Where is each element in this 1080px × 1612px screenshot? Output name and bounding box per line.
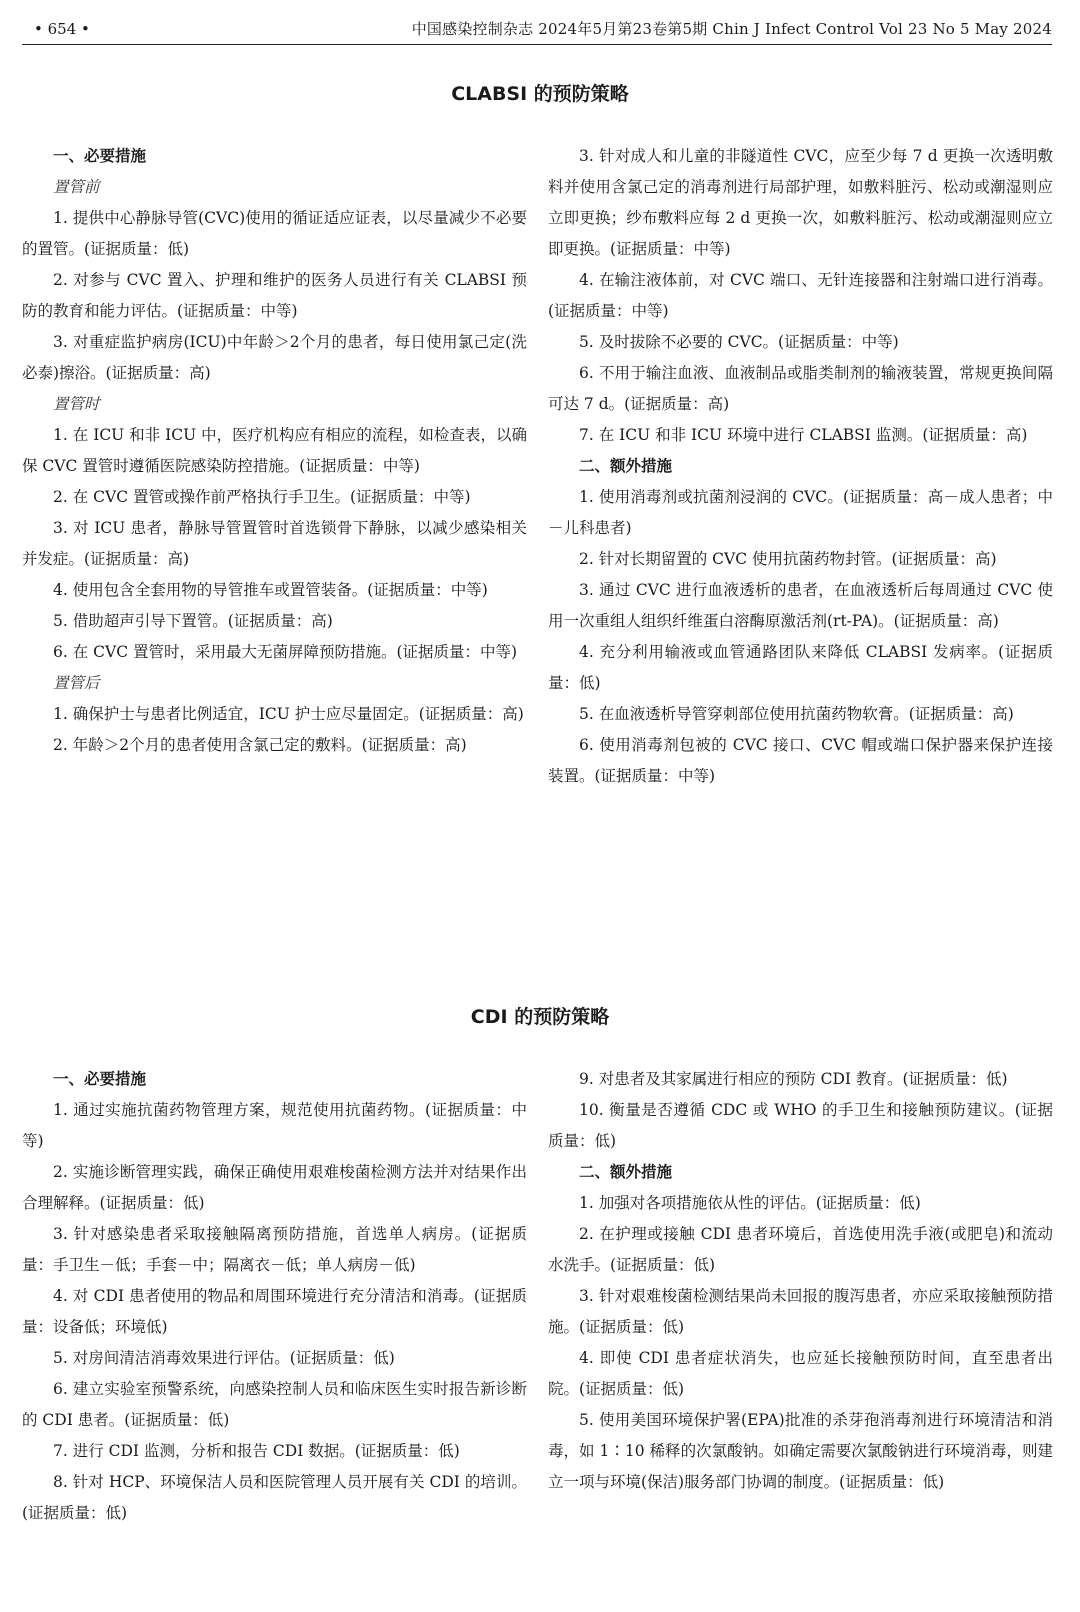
recommendation-paragraph: 2. 实施诊断管理实践，确保正确使用艰难梭菌检测方法并对结果作出合理解释。(证据质量：低)	[22, 1163, 527, 1212]
journal-citation: 中国感染控制杂志 2024年5月第23卷第5期 Chin J Infect Control Vol 23 No 5 May 2024	[411, 20, 1052, 38]
recommendation-paragraph: 1. 提供中心静脉导管(CVC)使用的循证适应证表，以尽量减少不必要的置管。(证据质量：低)	[22, 209, 527, 258]
recommendation-paragraph: 3. 对重症监护病房(ICU)中年龄＞2个月的患者，每日使用氯己定(洗必泰)擦浴。(证据质量：高)	[22, 333, 527, 382]
recommendation-paragraph: 6. 建立实验室预警系统，向感染控制人员和临床医生实时报告新诊断的 CDI 患者。(证据质量：低)	[22, 1380, 527, 1429]
recommendation-paragraph: 5. 借助超声引导下置管。(证据质量：高)	[53, 612, 333, 630]
recommendation-paragraph: 2. 在护理或接触 CDI 患者环境后，首选使用洗手液(或肥皂)和流动水洗手。(证据质量：低)	[548, 1225, 1053, 1274]
recommendation-paragraph: 7. 进行 CDI 监测，分析和报告 CDI 数据。(证据质量：低)	[53, 1442, 460, 1460]
recommendation-paragraph: 4. 对 CDI 患者使用的物品和周围环境进行充分清洁和消毒。(证据质量：设备低；环境低)	[22, 1287, 527, 1336]
recommendation-paragraph: 3. 对 ICU 患者，静脉导管置管时首选锁骨下静脉，以减少感染相关并发症。(证据质量：高)	[22, 519, 527, 568]
recommendation-paragraph: 1. 在 ICU 和非 ICU 中，医疗机构应有相应的流程，如检查表，以确保 CVC 置管时遵循医院感染防控措施。(证据质量：中等)	[22, 426, 527, 475]
subsection-heading: 二、额外措施	[579, 457, 673, 475]
section-title-cdi: CDI 的预防策略	[470, 1006, 610, 1028]
recommendation-paragraph: 2. 年龄＞2个月的患者使用含氯己定的敷料。(证据质量：高)	[53, 736, 467, 754]
recommendation-paragraph: 3. 针对感染患者采取接触隔离预防措施，首选单人病房。(证据质量：手卫生－低；手套－中；隔离衣－低；单人病房－低)	[22, 1225, 527, 1274]
recommendation-paragraph: 3. 针对成人和儿童的非隧道性 CVC，应至少每 7 d 更换一次透明敷料并使用含氯己定的消毒剂进行局部护理，如敷料脏污、松动或潮湿则应立即更换；纱布敷料应每 2 d 更换一次，如敷料脏污、松动或潮湿则应立即更换。(证据质量：中等)	[548, 147, 1053, 258]
recommendation-paragraph: 5. 及时拔除不必要的 CVC。(证据质量：中等)	[579, 333, 899, 351]
phase-label: 置管后	[53, 674, 100, 692]
recommendation-paragraph: 7. 在 ICU 和非 ICU 环境中进行 CLABSI 监测。(证据质量：高)	[579, 426, 1028, 444]
cdi-right-column	[548, 1064, 1053, 1498]
recommendation-paragraph: 6. 不用于输注血液、血液制品或脂类制剂的输液装置，常规更换间隔可达 7 d。(证据质量：高)	[548, 364, 1053, 413]
recommendation-paragraph: 2. 在 CVC 置管或操作前严格执行手卫生。(证据质量：中等)	[53, 488, 471, 506]
recommendation-paragraph: 4. 充分利用输液或血管通路团队来降低 CLABSI 发病率。(证据质量：低)	[548, 643, 1053, 692]
subsection-heading: 一、必要措施	[53, 1070, 147, 1088]
recommendation-paragraph: 5. 对房间清洁消毒效果进行评估。(证据质量：低)	[53, 1349, 395, 1367]
subsection-heading: 二、额外措施	[579, 1163, 673, 1181]
recommendation-paragraph: 4. 即使 CDI 患者症状消失，也应延长接触预防时间，直至患者出院。(证据质量：低)	[548, 1349, 1053, 1398]
recommendation-paragraph: 1. 通过实施抗菌药物管理方案，规范使用抗菌药物。(证据质量：中等)	[22, 1101, 527, 1150]
recommendation-paragraph: 6. 在 CVC 置管时，采用最大无菌屏障预防措施。(证据质量：中等)	[53, 643, 518, 661]
recommendation-paragraph: 1. 确保护士与患者比例适宜，ICU 护士应尽量固定。(证据质量：高)	[53, 705, 524, 723]
recommendation-paragraph: 1. 加强对各项措施依从性的评估。(证据质量：低)	[579, 1194, 921, 1212]
clabsi-right-column	[548, 141, 1053, 792]
recommendation-paragraph: 1. 使用消毒剂或抗菌剂浸润的 CVC。(证据质量：高－成人患者；中－儿科患者)	[548, 488, 1053, 537]
clabsi-left-column	[22, 141, 527, 761]
recommendation-paragraph: 4. 使用包含全套用物的导管推车或置管装备。(证据质量：中等)	[53, 581, 488, 599]
recommendation-paragraph: 3. 通过 CVC 进行血液透析的患者，在血液透析后每周通过 CVC 使用一次重组人组织纤维蛋白溶酶原激活剂(rt-PA)。(证据质量：高)	[548, 581, 1053, 630]
subsection-heading: 一、必要措施	[53, 147, 147, 165]
cdi-left-column	[22, 1064, 527, 1529]
recommendation-paragraph: 4. 在输注液体前，对 CVC 端口、无针连接器和注射端口进行消毒。(证据质量：中等)	[548, 271, 1053, 320]
recommendation-paragraph: 5. 使用美国环境保护署(EPA)批准的杀芽孢消毒剂进行环境清洁和消毒，如 1∶10 稀释的次氯酸钠。如确定需要次氯酸钠进行环境消毒，则建立一项与环境(保洁)服务部门协调的制度。(证据质量：低)	[548, 1411, 1053, 1491]
recommendation-paragraph: 9. 对患者及其家属进行相应的预防 CDI 教育。(证据质量：低)	[579, 1070, 1008, 1088]
section-title-clabsi: CLABSI 的预防策略	[451, 83, 629, 105]
recommendation-paragraph: 10. 衡量是否遵循 CDC 或 WHO 的手卫生和接触预防建议。(证据质量：低)	[548, 1101, 1053, 1150]
page-number: • 654 •	[34, 20, 90, 38]
running-header	[22, 16, 1052, 45]
recommendation-paragraph: 5. 在血液透析导管穿刺部位使用抗菌药物软膏。(证据质量：高)	[579, 705, 1014, 723]
recommendation-paragraph: 6. 使用消毒剂包被的 CVC 接口、CVC 帽或端口保护器来保护连接装置。(证据质量：中等)	[548, 736, 1053, 785]
phase-label: 置管时	[53, 395, 100, 413]
recommendation-paragraph: 2. 针对长期留置的 CVC 使用抗菌药物封管。(证据质量：高)	[579, 550, 997, 568]
recommendation-paragraph: 2. 对参与 CVC 置入、护理和维护的医务人员进行有关 CLABSI 预防的教育和能力评估。(证据质量：中等)	[22, 271, 527, 320]
recommendation-paragraph: 8. 针对 HCP、环境保洁人员和医院管理人员开展有关 CDI 的培训。(证据质量：低)	[22, 1473, 527, 1522]
recommendation-paragraph: 3. 针对艰难梭菌检测结果尚未回报的腹泻患者，亦应采取接触预防措施。(证据质量：低)	[548, 1287, 1053, 1336]
phase-label: 置管前	[53, 178, 100, 196]
